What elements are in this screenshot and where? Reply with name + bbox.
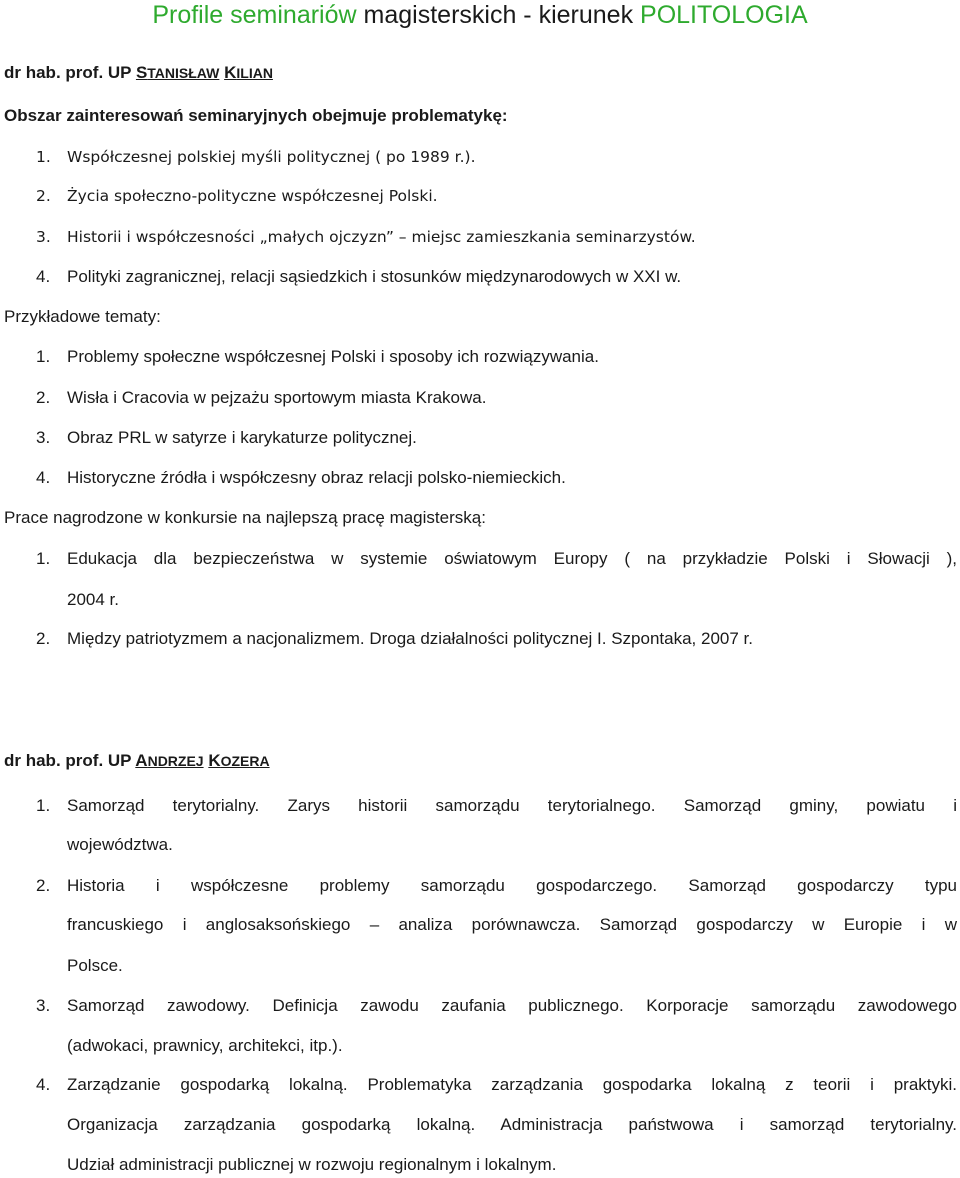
- kozera-item: 2. Historia i współczesne problemy samorządu gospodarczego. Samorząd gospodarczy typu: [36, 876, 957, 895]
- supervisor-prefix: dr hab. prof. UP: [4, 63, 132, 82]
- title-part-2: magisterskich - kierunek: [363, 1, 634, 29]
- supervisor-last-name: KILIAN: [224, 63, 273, 82]
- title-part-3: POLITOLOGIA: [640, 1, 808, 29]
- topics-heading: Przykładowe tematy:: [4, 307, 161, 326]
- topic-item: 1. Problemy społeczne współczesnej Polski i sposoby ich rozwiązywania.: [36, 347, 599, 366]
- kozera-item-continuation: (adwokaci, prawnicy, architekci, itp.).: [67, 1036, 343, 1055]
- topic-item: 2. Wisła i Cracovia w pejzażu sportowym miasta Krakowa.: [36, 388, 487, 407]
- area-item: 2. Życia społeczno-polityczne współczesnej Polski.: [36, 187, 438, 205]
- awards-heading: Prace nagrodzone w konkursie na najlepszą pracę magisterską:: [4, 508, 486, 527]
- kozera-item-continuation: Udział administracji publicznej w rozwoju regionalnym i lokalnym.: [67, 1155, 557, 1174]
- topic-item: 3. Obraz PRL w satyrze i karykaturze politycznej.: [36, 428, 417, 447]
- supervisor-name-kilian: [4, 63, 273, 83]
- kozera-item-continuation: Organizacja zarządzania gospodarką lokalną. Administracja państwowa i samorząd terytorialny.: [67, 1115, 957, 1134]
- kozera-item-continuation: francuskiego i anglosaksońskiego – analiza porównawcza. Samorząd gospodarczy w Europie i w: [67, 915, 957, 934]
- kozera-item-continuation: Polsce.: [67, 956, 123, 975]
- award-item: 1. Edukacja dla bezpieczeństwa w systemie oświatowym Europy ( na przykładzie Polski i Słowacji ),: [36, 549, 957, 568]
- supervisor-name-kozera: [4, 751, 270, 771]
- kozera-item-continuation: województwa.: [67, 835, 173, 854]
- supervisor-first-name: ANDRZEJ: [135, 751, 204, 770]
- award-item: 2. Między patriotyzmem a nacjonalizmem. Droga działalności politycznej I. Szpontaka, 2007 r.: [36, 629, 753, 648]
- area-item: 3. Historii i współczesności „małych ojczyzn” – miejsc zamieszkania seminarzystów.: [36, 228, 696, 246]
- kozera-item: 3. Samorząd zawodowy. Definicja zawodu zaufania publicznego. Korporacje samorządu zawodowego: [36, 996, 957, 1015]
- document-title: [0, 0, 960, 30]
- supervisor-last-name: KOZERA: [208, 751, 270, 770]
- supervisor-first-name: STANISŁAW: [135, 63, 220, 82]
- area-heading: Obszar zainteresowań seminaryjnych obejmuje problematykę:: [4, 106, 508, 125]
- award-item-continuation: 2004 r.: [67, 590, 119, 609]
- topic-item: 4. Historyczne źródła i współczesny obraz relacji polsko-niemieckich.: [36, 468, 566, 487]
- area-item: 4. Polityki zagranicznej, relacji sąsiedzkich i stosunków międzynarodowych w XXI w.: [36, 267, 682, 286]
- kozera-item: 4. Zarządzanie gospodarką lokalną. Problematyka zarządzania gospodarka lokalną z teorii i praktyki.: [36, 1075, 957, 1094]
- area-item: 1. Współczesnej polskiej myśli politycznej ( po 1989 r.).: [36, 148, 476, 166]
- kozera-item: 1. Samorząd terytorialny. Zarys historii samorządu terytorialnego. Samorząd gminy, powiatu i: [36, 796, 957, 815]
- supervisor-prefix: dr hab. prof. UP: [4, 751, 132, 770]
- title-part-1: Profile seminariów: [152, 1, 357, 29]
